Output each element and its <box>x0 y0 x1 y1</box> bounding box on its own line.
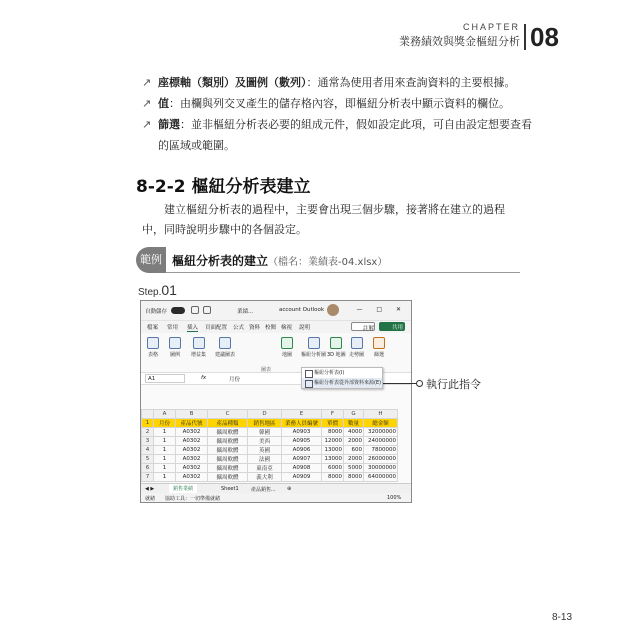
pivot-dropdown-menu <box>301 367 383 389</box>
section-heading <box>136 172 311 197</box>
cell[interactable]: 1 <box>154 427 176 436</box>
cell[interactable]: 7800000 <box>364 445 398 454</box>
sheet-tab-bar <box>141 483 412 493</box>
bullet-text: ：由欄與列交叉產生的儲存格內容，即樞紐分析表中顯示資料的欄位。 <box>169 97 510 110</box>
sheet-tab-products[interactable]: 產品銷售... <box>251 487 276 493</box>
menu-view[interactable]: 檢視 <box>281 325 293 331</box>
row-number[interactable]: 1 <box>142 418 154 427</box>
cell[interactable]: 法國 <box>248 454 282 463</box>
cell[interactable]: A0908 <box>282 463 322 472</box>
status-ready: 就緒 <box>145 496 156 502</box>
menu-insert[interactable]: 插入 <box>187 325 199 331</box>
cell[interactable]: 數量 <box>344 418 364 427</box>
cell[interactable]: 單價 <box>322 418 344 427</box>
comment-button[interactable] <box>351 322 375 331</box>
menu-bar <box>141 321 411 333</box>
ribbon-label: 篩選 <box>373 352 384 358</box>
arrow-icon: ↗ <box>142 76 152 89</box>
cell[interactable]: 1 <box>154 445 176 454</box>
bullet-list <box>142 72 542 156</box>
cell[interactable]: 攝周軟體 <box>208 463 248 472</box>
ribbon-sparklines[interactable] <box>349 337 364 358</box>
ribbon-illustrations[interactable] <box>169 337 181 358</box>
ribbon-3d-map[interactable] <box>327 337 346 358</box>
cell[interactable]: 4000 <box>344 427 364 436</box>
cell[interactable]: A0302 <box>176 445 208 454</box>
chapter-title: 業務績效與獎金樞紐分析 <box>399 35 520 48</box>
cell[interactable]: A0302 <box>176 427 208 436</box>
share-label: 共用 <box>392 325 404 331</box>
save-icon[interactable] <box>191 306 199 314</box>
bullet-term: 座標軸（類別）及圖例（數列） <box>158 76 307 89</box>
bullet-item <box>142 72 542 93</box>
menu-formulas[interactable]: 公式 <box>233 325 245 331</box>
cell[interactable]: A0909 <box>282 472 322 481</box>
filter-icon <box>373 337 385 349</box>
column-header[interactable]: B <box>176 410 208 419</box>
table-row <box>142 436 398 445</box>
row-number[interactable]: 5 <box>142 454 154 463</box>
cell[interactable]: A0903 <box>282 427 322 436</box>
name-box[interactable]: A1 <box>145 374 185 383</box>
column-header[interactable]: A <box>154 410 176 419</box>
spreadsheet-grid <box>141 409 412 482</box>
cell[interactable]: 韓國 <box>248 427 282 436</box>
data-table <box>141 409 398 482</box>
row-number[interactable]: 3 <box>142 436 154 445</box>
cell[interactable]: A0906 <box>282 445 322 454</box>
ribbon-maps[interactable] <box>281 337 293 358</box>
sheet-tab-sales[interactable]: 銷售業績 <box>169 484 197 494</box>
ribbon-label: 走勢圖 <box>349 352 365 358</box>
window-controls[interactable]: — □ ✕ <box>356 306 407 313</box>
fx-icon[interactable]: fx <box>201 375 207 381</box>
cell[interactable]: 產品種類 <box>208 418 248 427</box>
table-row <box>142 463 398 472</box>
ribbon-label: 樞紐分析圖 <box>301 352 327 358</box>
column-header-row <box>142 410 398 419</box>
row-number[interactable]: 4 <box>142 445 154 454</box>
example-banner <box>136 247 520 273</box>
ribbon-pivotchart[interactable] <box>301 337 326 358</box>
section-number: 8-2-2 <box>136 177 186 197</box>
cell[interactable]: 總金額 <box>364 418 398 427</box>
cell[interactable]: 1 <box>154 436 176 445</box>
cell[interactable]: 銷售地區 <box>248 418 282 427</box>
account-name: account Outlook <box>279 307 325 313</box>
globe-icon <box>330 337 342 349</box>
bullet-term: 篩選 <box>158 118 180 131</box>
cell[interactable]: 攝周軟體 <box>208 472 248 481</box>
cell[interactable]: 8000 <box>344 472 364 481</box>
chapter-label: CHAPTER <box>462 22 520 32</box>
header-divider <box>524 24 526 50</box>
cell[interactable]: 32000000 <box>364 427 398 436</box>
ribbon-label: 地圖 <box>281 352 292 358</box>
bullet-item <box>142 93 542 114</box>
arrow-icon: ↗ <box>142 97 152 110</box>
excel-title-bar <box>141 301 411 321</box>
example-underline <box>166 272 520 273</box>
cell[interactable]: 美西 <box>248 436 282 445</box>
chart-icon <box>219 337 231 349</box>
column-header[interactable]: G <box>344 410 364 419</box>
cell[interactable]: 6000 <box>322 463 344 472</box>
pivot-chart-icon <box>308 337 320 349</box>
table-row <box>142 445 398 454</box>
cell[interactable]: 攝周軟體 <box>208 445 248 454</box>
cell[interactable]: 13000 <box>322 454 344 463</box>
cell[interactable]: 產品代號 <box>176 418 208 427</box>
formula-input[interactable]: 月份 <box>229 377 241 383</box>
cell[interactable]: A0905 <box>282 436 322 445</box>
bullet-term: 值 <box>158 97 169 110</box>
cell[interactable]: 8000 <box>322 472 344 481</box>
table-row <box>142 472 398 481</box>
status-bar <box>141 493 412 503</box>
status-accessibility[interactable]: 協助工具：一切準備就緒 <box>165 496 221 502</box>
ribbon-filters[interactable] <box>373 337 385 358</box>
cell[interactable]: 義大利 <box>248 472 282 481</box>
ribbon-label: 3D 地圖 <box>327 352 346 358</box>
table-row <box>142 454 398 463</box>
share-button[interactable] <box>379 322 405 331</box>
cell[interactable]: 2000 <box>344 454 364 463</box>
sheet-tab-sheet1[interactable]: Sheet1 <box>221 486 239 492</box>
cell[interactable]: 英國 <box>248 445 282 454</box>
column-header[interactable]: H <box>364 410 398 419</box>
ribbon-label: 圖例 <box>169 352 180 358</box>
cell[interactable]: 13000 <box>322 445 344 454</box>
cell[interactable]: A0302 <box>176 463 208 472</box>
cell[interactable]: 攝周軟體 <box>208 454 248 463</box>
zoom-level[interactable]: 100% <box>387 495 402 501</box>
chapter-header <box>399 22 520 49</box>
table-row <box>142 418 398 427</box>
chapter-number: 08 <box>530 22 559 52</box>
undo-icon[interactable] <box>203 306 211 314</box>
cell[interactable]: 24000000 <box>364 436 398 445</box>
example-title <box>172 252 387 269</box>
avatar[interactable] <box>327 304 339 316</box>
cell[interactable]: 攝周軟體 <box>208 436 248 445</box>
table-row <box>142 427 398 436</box>
row-number[interactable]: 6 <box>142 463 154 472</box>
step-label <box>138 282 177 298</box>
cell[interactable]: 2000 <box>344 436 364 445</box>
cell[interactable]: 12000 <box>322 436 344 445</box>
cell[interactable]: 1 <box>154 463 176 472</box>
cell[interactable]: 1 <box>154 472 176 481</box>
autosave-toggle[interactable] <box>171 307 185 314</box>
table-icon <box>147 337 159 349</box>
add-sheet-icon[interactable]: ⊕ <box>287 486 292 492</box>
column-header[interactable]: F <box>322 410 344 419</box>
intro-paragraph: 建立樞紐分析表的過程中，主要會出現三個步驟，接著將在建立的過程中，同時說明步驟中的各個設定。 <box>142 203 505 236</box>
example-file: （檔名：業績表-04.xlsx） <box>268 257 388 268</box>
ribbon-group-label: 圖表 <box>261 367 272 373</box>
cell[interactable]: 8000 <box>322 427 344 436</box>
example-badge: 範例 <box>136 247 166 273</box>
shapes-icon <box>169 337 181 349</box>
callout-dot <box>416 380 423 387</box>
example-title-text: 樞紐分析表的建立 <box>172 254 269 268</box>
arrow-icon: ↗ <box>142 118 152 131</box>
step-prefix: Step. <box>138 287 162 298</box>
cell[interactable]: A0302 <box>176 436 208 445</box>
cell[interactable]: A0302 <box>176 454 208 463</box>
row-number[interactable]: 7 <box>142 472 154 481</box>
bullet-item <box>142 114 542 156</box>
column-header[interactable]: C <box>208 410 248 419</box>
cell[interactable]: 30000000 <box>364 463 398 472</box>
sparkline-icon <box>351 337 363 349</box>
column-header[interactable]: E <box>282 410 322 419</box>
map-icon <box>281 337 293 349</box>
step-number: 01 <box>161 282 177 298</box>
sheet-nav-icon[interactable]: ◀ ▶ <box>145 486 155 492</box>
file-name: 業績... <box>237 309 254 315</box>
autosave-label: 自動儲存 <box>145 309 168 315</box>
cell[interactable]: 東南亞 <box>248 463 282 472</box>
cell[interactable]: A0302 <box>176 472 208 481</box>
addin-icon <box>193 337 205 349</box>
cell[interactable]: 5000 <box>344 463 364 472</box>
corner-cell[interactable] <box>142 410 154 419</box>
callout-text: 執行此指令 <box>426 378 481 391</box>
cell[interactable]: 攝周軟體 <box>208 427 248 436</box>
ribbon-label: 表格 <box>147 352 158 358</box>
menu-home[interactable]: 常用 <box>167 325 179 331</box>
cell[interactable]: 26000000 <box>364 454 398 463</box>
cell[interactable]: 業務人員編號 <box>282 418 322 427</box>
ribbon-recommended-charts[interactable] <box>215 337 235 358</box>
cell[interactable]: 月份 <box>154 418 176 427</box>
ribbon-label: 建議圖表 <box>215 352 236 358</box>
menu-review[interactable]: 校閱 <box>265 325 277 331</box>
comment-label: 註解 <box>363 326 375 332</box>
menu-item-from-external[interactable]: 樞紐分析表從外部資料來源(E) <box>302 378 382 388</box>
cell[interactable]: 1 <box>154 454 176 463</box>
menu-page-layout[interactable]: 頁面配置 <box>205 325 228 331</box>
bullet-text: ：並非樞紐分析表必要的組成元件，假如設定此項，可自由設定想要查看的區域或範圍。 <box>158 118 532 152</box>
column-header[interactable]: D <box>248 410 282 419</box>
section-title: 樞紐分析表建立 <box>191 177 311 197</box>
menu-data[interactable]: 資料 <box>249 325 261 331</box>
cell[interactable]: A0907 <box>282 454 322 463</box>
ribbon-label: 增益集 <box>191 352 207 358</box>
cell[interactable]: 600 <box>344 445 364 454</box>
menu-file[interactable]: 檔案 <box>147 325 159 331</box>
bullet-text: ：通常為使用者用來查詢資料的主要根據。 <box>306 76 516 89</box>
menu-item-pivot-table[interactable]: 樞紐分析表(I) <box>302 368 382 378</box>
row-number[interactable]: 2 <box>142 427 154 436</box>
ribbon-tables[interactable] <box>147 337 159 358</box>
page-number: 8-13 <box>552 612 573 623</box>
menu-help[interactable]: 說明 <box>299 325 311 331</box>
ribbon-addins[interactable] <box>191 337 206 358</box>
cell[interactable]: 64000000 <box>364 472 398 481</box>
excel-window <box>140 300 412 503</box>
